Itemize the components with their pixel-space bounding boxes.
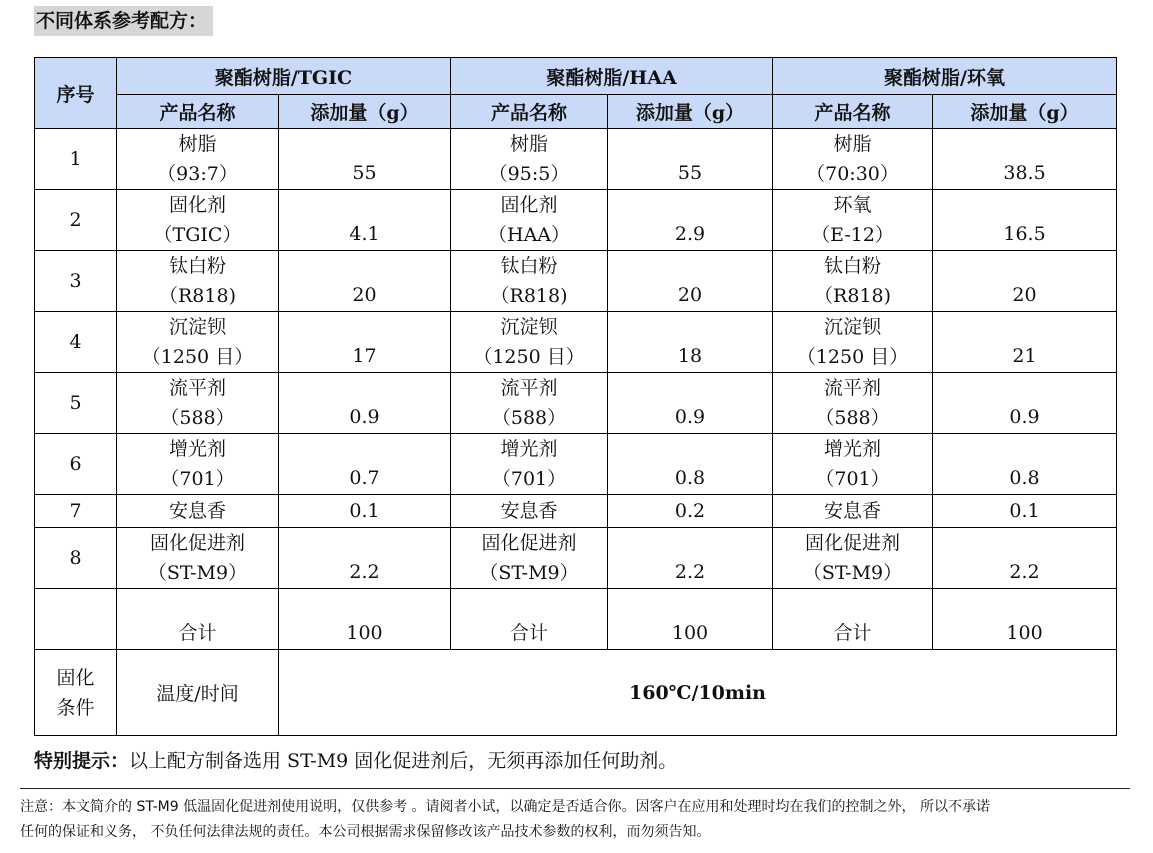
- name-header: 产品名称: [451, 95, 608, 129]
- special-note: [34, 746, 677, 773]
- product-spec: （701）: [491, 468, 567, 490]
- product-name-cell: [773, 495, 933, 528]
- product-name: 固化促进剂: [481, 532, 577, 554]
- product-spec: （1250 目）: [473, 346, 585, 368]
- product-name: 沉淀钡: [168, 316, 226, 338]
- curing-param: 温度/时间: [117, 650, 279, 736]
- qty-cell: 0.9: [279, 373, 451, 434]
- product-name: 固化剂: [168, 194, 226, 216]
- product-name: 树脂: [510, 133, 549, 155]
- curing-label-line1: 固化: [56, 666, 95, 689]
- product-name: 钛白粉: [168, 255, 226, 277]
- product-name-cell: [117, 129, 279, 190]
- product-spec: （R818): [814, 285, 891, 307]
- product-spec: （588）: [815, 407, 890, 429]
- divider: [20, 788, 1130, 789]
- name-header: 产品名称: [117, 95, 279, 129]
- product-name-cell: [773, 528, 933, 589]
- qty-header: 添加量（g）: [933, 95, 1117, 129]
- system-header-tgic: 聚酯树脂/TGIC: [117, 58, 451, 95]
- qty-cell: 17: [279, 312, 451, 373]
- seq-cell: 3: [35, 251, 117, 312]
- total-seq-cell: [35, 589, 117, 650]
- product-spec: （R818): [159, 285, 236, 307]
- product-name-cell: [773, 373, 933, 434]
- product-name-cell: [773, 251, 933, 312]
- qty-cell: 18: [608, 312, 773, 373]
- product-spec: （ST-M9）: [147, 562, 248, 584]
- product-name-cell: [451, 528, 608, 589]
- disclaimer-line1: 注意：本文简介的 ST-M9 低温固化促进剂使用说明，仅供参考 。请阅者小试，以确定是否适合你。因客户在应用和处理时均在我们的控制之外， 所以不承诺: [20, 799, 990, 815]
- product-name: 钛白粉: [824, 255, 882, 277]
- system-header-epoxy: 聚酯树脂/环氧: [773, 58, 1117, 95]
- table-row: [35, 251, 1117, 312]
- product-name: 树脂: [178, 133, 217, 155]
- qty-cell: 20: [608, 251, 773, 312]
- qty-cell: 20: [279, 251, 451, 312]
- product-name: 沉淀钡: [824, 316, 882, 338]
- product-name-cell: [773, 434, 933, 495]
- qty-cell: 0.8: [933, 434, 1117, 495]
- qty-cell: 0.8: [608, 434, 773, 495]
- product-spec: （E-12）: [811, 224, 894, 246]
- product-name: 流平剂: [500, 377, 558, 399]
- product-name: 环氧: [833, 194, 872, 216]
- product-name: 流平剂: [824, 377, 882, 399]
- qty-cell: 2.2: [933, 528, 1117, 589]
- special-note-text: 以上配方制备选用 ST-M9 固化促进剂后，无须再添加任何助剂。: [129, 750, 678, 772]
- product-spec: （HAA）: [488, 224, 571, 246]
- total-value: 100: [279, 589, 451, 650]
- qty-header: 添加量（g）: [608, 95, 773, 129]
- product-spec: （TGIC）: [153, 224, 242, 246]
- table-row: [35, 190, 1117, 251]
- seq-cell: 2: [35, 190, 117, 251]
- product-spec: （R818): [490, 285, 568, 307]
- product-name: 树脂: [833, 133, 872, 155]
- product-spec: （1250 目）: [796, 346, 909, 368]
- qty-cell: 0.1: [933, 495, 1117, 528]
- curing-label-line2: 条件: [56, 696, 95, 719]
- product-spec: （93:7）: [157, 163, 238, 185]
- table-row: [35, 129, 1117, 190]
- product-name-cell: [773, 312, 933, 373]
- seq-cell: 8: [35, 528, 117, 589]
- product-name-cell: [451, 190, 608, 251]
- product-name-cell: [773, 190, 933, 251]
- qty-cell: 0.2: [608, 495, 773, 528]
- product-name-cell: [451, 312, 608, 373]
- qty-cell: 0.9: [933, 373, 1117, 434]
- total-label: 合计: [117, 589, 279, 650]
- qty-cell: 0.7: [279, 434, 451, 495]
- product-spec: （ST-M9）: [802, 562, 903, 584]
- product-name: 固化促进剂: [149, 532, 245, 554]
- name-header: 产品名称: [773, 95, 933, 129]
- product-name-cell: [451, 129, 608, 190]
- table-row: [35, 495, 1117, 528]
- seq-cell: 6: [35, 434, 117, 495]
- product-name: 增光剂: [500, 438, 558, 460]
- qty-cell: 55: [279, 129, 451, 190]
- total-value: 100: [608, 589, 773, 650]
- product-name: 增光剂: [824, 438, 882, 460]
- seq-header: 序号: [35, 58, 117, 129]
- qty-cell: 2.9: [608, 190, 773, 251]
- qty-header: 添加量（g）: [279, 95, 451, 129]
- product-spec: （588）: [491, 407, 567, 429]
- product-spec: （588）: [160, 407, 235, 429]
- product-spec: （1250 目）: [141, 346, 254, 368]
- product-name-cell: [117, 528, 279, 589]
- product-name-cell: [451, 251, 608, 312]
- curing-value: 160℃/10min: [279, 650, 1117, 736]
- product-name-cell: [117, 312, 279, 373]
- product-name: 钛白粉: [500, 255, 558, 277]
- qty-cell: 21: [933, 312, 1117, 373]
- product-spec: （95:5）: [488, 163, 570, 185]
- qty-cell: 0.1: [279, 495, 451, 528]
- qty-cell: 38.5: [933, 129, 1117, 190]
- section-title: 不同体系参考配方：: [34, 6, 213, 36]
- product-spec: （701）: [815, 468, 890, 490]
- seq-cell: 4: [35, 312, 117, 373]
- product-name-cell: [451, 495, 608, 528]
- qty-cell: 4.1: [279, 190, 451, 251]
- seq-cell: 7: [35, 495, 117, 528]
- product-name: 安息香: [824, 500, 882, 522]
- special-note-lead: 特别提示：: [34, 750, 130, 772]
- curing-label: [35, 650, 117, 736]
- product-name-cell: [117, 373, 279, 434]
- product-spec: （70:30）: [806, 163, 899, 185]
- qty-cell: 0.9: [608, 373, 773, 434]
- product-name: 安息香: [500, 500, 558, 522]
- disclaimer: [20, 795, 1145, 845]
- total-label: 合计: [451, 589, 608, 650]
- qty-cell: 2.2: [608, 528, 773, 589]
- total-label: 合计: [773, 589, 933, 650]
- table-row: [35, 434, 1117, 495]
- product-name-cell: [117, 251, 279, 312]
- product-name: 增光剂: [168, 438, 226, 460]
- qty-cell: 16.5: [933, 190, 1117, 251]
- table-row: [35, 373, 1117, 434]
- seq-cell: 5: [35, 373, 117, 434]
- product-name-cell: [451, 434, 608, 495]
- product-name-cell: [451, 373, 608, 434]
- seq-cell: 1: [35, 129, 117, 190]
- product-name: 沉淀钡: [500, 316, 558, 338]
- product-name: 固化促进剂: [805, 532, 901, 554]
- qty-cell: 55: [608, 129, 773, 190]
- qty-cell: 20: [933, 251, 1117, 312]
- table-row: [35, 528, 1117, 589]
- product-name: 流平剂: [168, 377, 226, 399]
- product-name-cell: [117, 495, 279, 528]
- product-name: 安息香: [168, 500, 226, 522]
- product-name-cell: [117, 434, 279, 495]
- system-header-haa: 聚酯树脂/HAA: [451, 58, 773, 95]
- product-name: 固化剂: [500, 194, 558, 216]
- product-name-cell: [117, 190, 279, 251]
- product-spec: （701）: [160, 468, 235, 490]
- disclaimer-line2: 任何的保证和义务， 不负任何法律法规的责任。本公司根据需求保留修改该产品技术参数的权利，而勿须告知。: [20, 824, 711, 840]
- product-spec: （ST-M9）: [479, 562, 579, 584]
- qty-cell: 2.2: [279, 528, 451, 589]
- product-name-cell: [773, 129, 933, 190]
- formula-table: [34, 57, 1117, 736]
- table-row: [35, 312, 1117, 373]
- total-value: 100: [933, 589, 1117, 650]
